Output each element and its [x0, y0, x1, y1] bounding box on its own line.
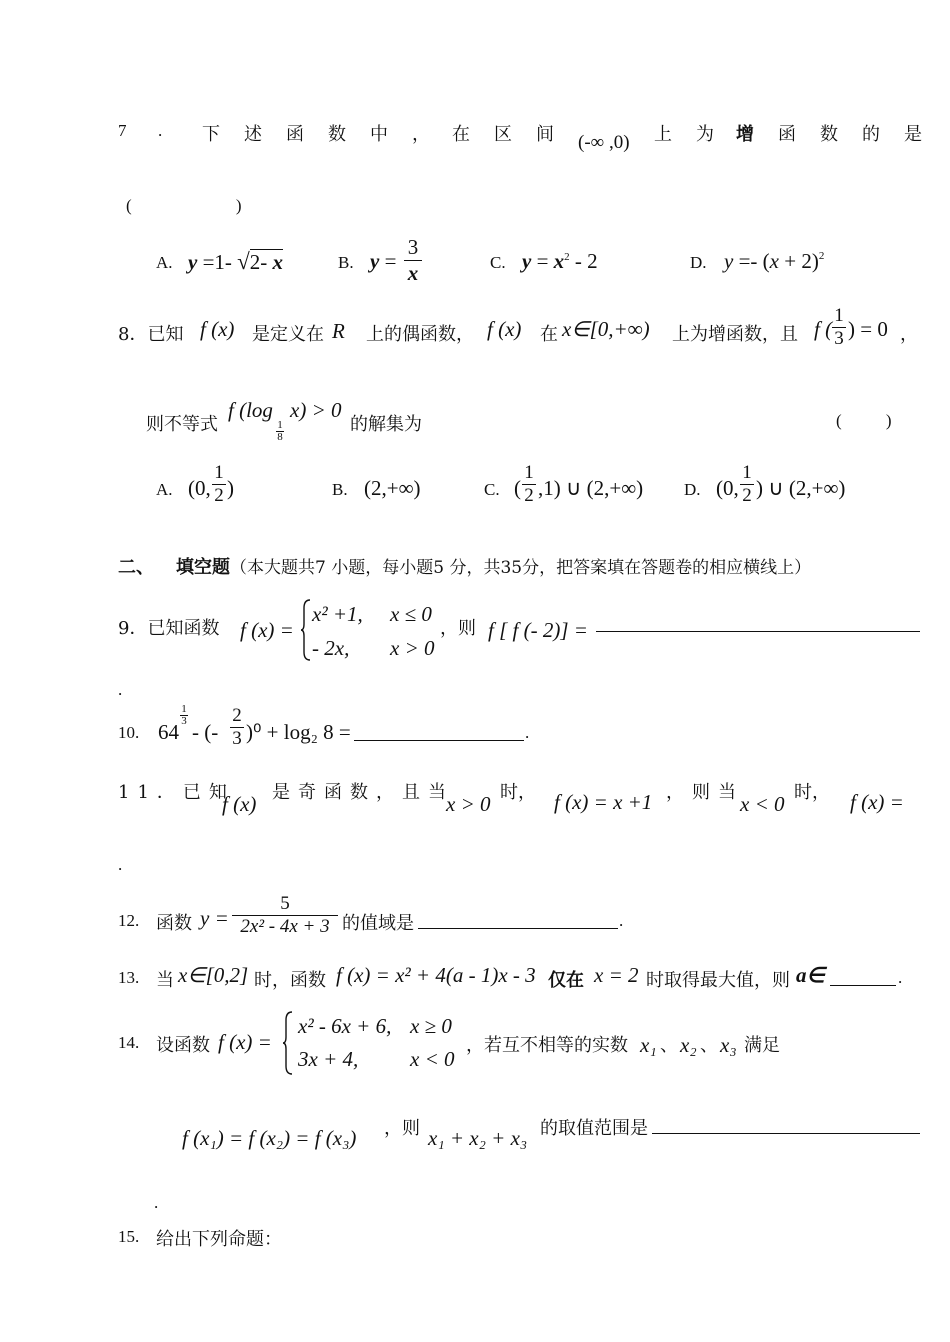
- q9-answer-blank[interactable]: [596, 631, 920, 632]
- q10-frac-den: 3: [230, 727, 244, 750]
- q12-lhs: y =: [200, 906, 229, 930]
- q8-log-base-num: 1: [277, 419, 283, 431]
- q8-answer-paren: ( ): [836, 411, 892, 430]
- q8-option-b: (2,+∞): [364, 476, 421, 500]
- q8-option-b-label: B.: [332, 480, 348, 499]
- q14-sum: x₁ + x₂ + x₃: [428, 1126, 528, 1150]
- q10-answer-blank[interactable]: [354, 740, 524, 741]
- q7-option-b-numerator: 3: [407, 235, 419, 259]
- q7-stem-a: 下述函数中，: [202, 124, 454, 145]
- q14-left-brace: [282, 1010, 294, 1076]
- q8-text-3: 在: [540, 324, 558, 345]
- q11-period: .: [118, 855, 123, 874]
- q8-text-4: 上为增函数，且: [672, 324, 798, 345]
- q8-text-1: 是定义在: [252, 324, 324, 345]
- q8-domain: x∈[0,+∞): [562, 317, 650, 341]
- q14-x1: x₁: [640, 1033, 657, 1057]
- q8-option-a-open: (0,: [188, 476, 211, 500]
- q11-text-1: 是奇函数，且当: [272, 782, 454, 803]
- q7-stem-d: 函数的是: [778, 124, 946, 145]
- q7-answer-paren: ( ): [126, 196, 242, 215]
- q12-text-2: 的值域是: [342, 913, 414, 934]
- q14-x3: x₃: [720, 1033, 737, 1057]
- q11-text-2: 时，: [500, 782, 536, 803]
- q14-period: .: [154, 1193, 159, 1212]
- q8-line2-a: 则不等式: [146, 414, 218, 435]
- section2-number: 二、: [118, 557, 154, 578]
- q9-label: 9．已知函数: [118, 618, 220, 639]
- q10-rest: )⁰ + log₂ 8 =: [246, 720, 351, 744]
- q14-lhs: f (x) =: [218, 1030, 272, 1054]
- q8-option-c-num: 1: [524, 462, 534, 483]
- q14-case-1: x² - 6x + 6,: [298, 1014, 392, 1038]
- q9-case-1: x² +1,: [312, 602, 363, 626]
- q8-set-r: R: [332, 319, 345, 343]
- q8-option-c-open: (: [514, 476, 521, 500]
- q8-option-c-den: 2: [522, 484, 536, 507]
- q13-domain: x∈[0,2]: [178, 963, 249, 987]
- q7-dot: .: [158, 121, 163, 140]
- q10-minus: - (-: [192, 720, 219, 744]
- q15-number: 15.: [118, 1227, 140, 1246]
- q8-ineq-b: x) > 0: [290, 398, 342, 422]
- q7-stem-c: 上为: [654, 124, 738, 145]
- q13-number: 13.: [118, 968, 140, 987]
- q7-option-d-label: D.: [690, 253, 707, 272]
- q10-frac-num: 2: [232, 705, 242, 726]
- q8-option-c-rest: ,1) ∪ (2,+∞): [538, 476, 644, 500]
- q14-cond-1: x ≥ 0: [410, 1014, 452, 1038]
- q12-answer-blank[interactable]: [418, 928, 618, 929]
- q10-fraction: [230, 705, 244, 750]
- q8-option-a-close: ): [227, 476, 234, 500]
- q11-label: 11．已知: [118, 782, 235, 803]
- q9-then: ，则: [440, 618, 476, 639]
- q8-cond-denominator: 3: [832, 327, 846, 350]
- q8-label: 8．已知: [118, 324, 184, 345]
- q12-frac-den: 2x² - 4x + 3: [232, 915, 338, 938]
- q7-bold-word: 增: [736, 124, 754, 145]
- q8-option-d-label: D.: [684, 480, 701, 499]
- q13-text-2: 时，函数: [254, 970, 326, 991]
- q9-left-brace: [300, 598, 312, 662]
- q13-text-3: 仅在: [548, 970, 584, 991]
- q7-stem-b: 在区间: [452, 124, 578, 145]
- q9-cond-2: x > 0: [390, 636, 435, 660]
- q8-option-a-label: A.: [156, 480, 173, 499]
- q14-equation: f (x₁) = f (x₂) = f (x₃): [182, 1126, 357, 1150]
- q7-option-a-label: A.: [156, 253, 173, 272]
- q8-cond-numerator: 1: [834, 305, 844, 326]
- q10-exp-den: 3: [181, 715, 187, 727]
- q14-cond-2: x < 0: [410, 1047, 455, 1071]
- q8-option-d-open: (0,: [716, 476, 739, 500]
- q15-text: 给出下列命题：: [156, 1229, 282, 1250]
- q9-case-2: - 2x,: [312, 636, 350, 660]
- q7-option-b-label: B.: [338, 253, 354, 272]
- q7-option-b-lhs: y =: [370, 249, 397, 273]
- q14-answer-blank[interactable]: [652, 1133, 920, 1134]
- q8-cond-end: ) = 0: [848, 317, 888, 341]
- q14-text-4: ，则: [384, 1118, 420, 1139]
- q8-option-c-fraction: [522, 462, 536, 507]
- q13-ask: a∈: [796, 963, 825, 987]
- q12-number: 12.: [118, 911, 140, 930]
- q12-fraction: [232, 893, 338, 938]
- q7-interval: (-∞ ,0): [578, 132, 630, 153]
- q10-period: .: [525, 723, 530, 742]
- q8-option-d-num: 1: [742, 462, 752, 483]
- q14-text-2: ，若互不相等的实数: [466, 1035, 628, 1056]
- q14-sep-1: 、: [660, 1035, 678, 1056]
- q8-log-base-den: 8: [277, 431, 283, 443]
- q12-text-1: 函数: [156, 913, 192, 934]
- q9-expression: f [ f (- 2)] =: [488, 618, 588, 642]
- q8-log-base: [276, 420, 284, 443]
- q8-ineq-a: f (log: [228, 398, 273, 422]
- q10-exponent: [180, 704, 188, 727]
- q12-frac-num: 5: [280, 893, 290, 914]
- q11-cond-2: x < 0: [740, 792, 785, 816]
- q7-option-d: $y =- (x + 2)^2$: [724, 249, 825, 273]
- q13-period: .: [898, 968, 903, 987]
- q8-fx: f (x): [200, 317, 235, 341]
- q14-text-5: 的取值范围是: [540, 1118, 648, 1139]
- q11-text-3: ，则当: [666, 782, 744, 803]
- q8-line2-b: 的解集为: [350, 414, 422, 435]
- q8-option-a-fraction: [212, 462, 226, 507]
- q9-lhs: f (x) =: [240, 618, 294, 642]
- q14-case-2: 3x + 4,: [298, 1047, 359, 1071]
- q7-number: 7: [118, 121, 127, 140]
- q13-function: f (x) = x² + 4(a - 1)x - 3: [336, 963, 536, 987]
- q11-text-4: 时，: [794, 782, 830, 803]
- q8-cond-fraction: [832, 305, 846, 350]
- q10-base: 64: [158, 720, 179, 744]
- q14-text-3: 满足: [744, 1035, 780, 1056]
- q7-option-a: y =1- √2- x: [188, 249, 284, 274]
- q11-ask: f (x) =: [850, 790, 904, 814]
- q7-option-b-fraction: [404, 235, 422, 286]
- q14-text-1: 设函数: [156, 1035, 210, 1056]
- q11-definition: f (x) = x +1: [554, 790, 653, 814]
- q13-text-1: 当: [156, 970, 174, 991]
- q8-comma: ，: [900, 324, 918, 345]
- q8-option-a-den: 2: [212, 484, 226, 507]
- q14-x2: x₂: [680, 1033, 697, 1057]
- q8-option-a-num: 1: [214, 462, 224, 483]
- q12-period: .: [619, 911, 624, 930]
- q9-period: .: [118, 680, 123, 699]
- q10-number: 10.: [118, 723, 140, 742]
- q7-option-b-denominator: x: [404, 260, 422, 286]
- q13-answer-blank[interactable]: [830, 985, 896, 986]
- q8-option-c-label: C.: [484, 480, 500, 499]
- q7-option-c-label: C.: [490, 253, 506, 272]
- q8-fx-2: f (x): [487, 317, 522, 341]
- q11-cond-1: x > 0: [446, 792, 491, 816]
- q8-option-d-fraction: [740, 462, 754, 507]
- section2-description: （本大题共7 小题，每小题5 分，共35分，把答案填在答题卷的相应横线上）: [230, 558, 812, 578]
- q14-number: 14.: [118, 1033, 140, 1052]
- q8-option-d-rest: ) ∪ (2,+∞): [756, 476, 846, 500]
- q11-fx: f (x): [222, 792, 257, 816]
- section2-title: 填空题: [176, 557, 230, 578]
- q8-option-d-den: 2: [740, 484, 754, 507]
- q13-text-4: 时取得最大值，则: [646, 970, 790, 991]
- q7-option-c: $y = x^2 - 2$: [522, 249, 598, 273]
- q10-exp-num: 1: [181, 703, 187, 715]
- q9-cond-1: x ≤ 0: [390, 602, 432, 626]
- q8-text-2: 上的偶函数，: [366, 324, 474, 345]
- q13-at: x = 2: [594, 963, 639, 987]
- q14-sep-2: 、: [700, 1035, 718, 1056]
- q8-cond-f: f (: [814, 317, 833, 341]
